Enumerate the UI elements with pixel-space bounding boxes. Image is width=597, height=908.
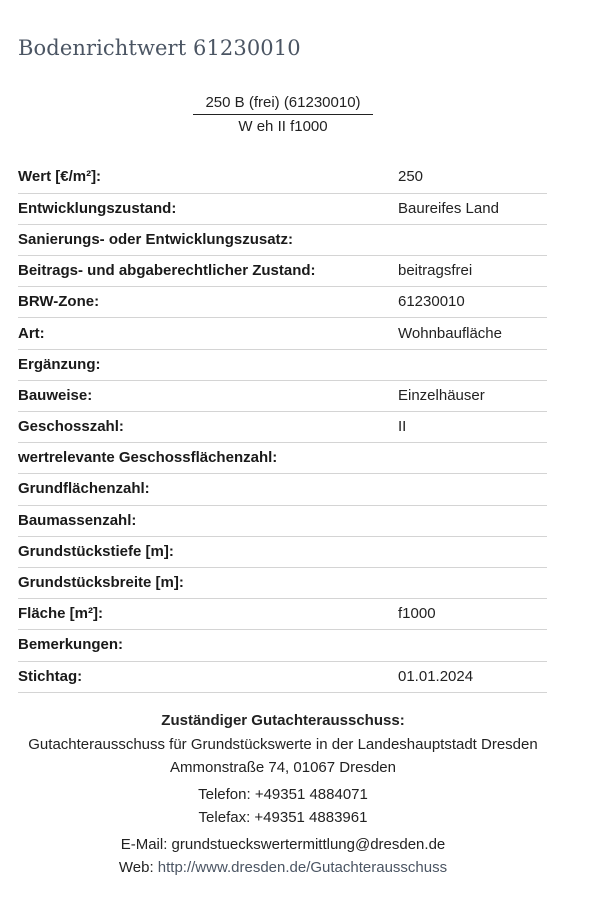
attribute-label: Geschosszahl: — [18, 412, 398, 443]
fraction-numerator: 250 B (frei) (61230010) — [193, 93, 373, 115]
committee-address: Ammonstraße 74, 01067 Dresden — [170, 759, 396, 776]
attribute-value: beitragsfrei — [398, 256, 547, 287]
committee-web — [0, 856, 566, 879]
attribute-value: 61230010 — [398, 287, 547, 318]
committee-email: E-Mail: grundstueckswertermittlung@dresden.de — [120, 836, 446, 853]
attribute-label: BRW-Zone: — [18, 287, 398, 318]
attribute-value: Einzelhäuser — [398, 380, 547, 411]
table-row — [18, 661, 547, 692]
committee-info — [0, 710, 566, 879]
committee-phone: Telefon: +49351 4884071 — [198, 786, 368, 803]
table-row — [18, 567, 547, 598]
attribute-value — [398, 349, 547, 380]
attribute-label: Stichtag: — [18, 661, 398, 692]
attribute-label: Entwicklungszustand: — [18, 193, 398, 224]
attribute-label: Bemerkungen: — [18, 630, 398, 661]
attribute-label: Bauweise: — [18, 380, 398, 411]
attribute-value: 01.01.2024 — [398, 661, 547, 692]
committee-heading: Zuständiger Gutachterausschuss: — [161, 712, 405, 729]
attribute-label: Wert [€/m²]: — [18, 162, 398, 193]
table-row — [18, 412, 547, 443]
table-row — [18, 474, 547, 505]
table-row — [18, 380, 547, 411]
attribute-value — [398, 224, 547, 255]
web-link[interactable]: http://www.dresden.de/Gutachterausschuss — [157, 859, 448, 876]
table-row — [18, 349, 547, 380]
table-row — [18, 193, 547, 224]
page-title: Bodenrichtwert 61230010 — [18, 36, 301, 60]
fraction-denominator: W eh II f1000 — [238, 118, 328, 135]
attribute-value — [398, 505, 547, 536]
table-row — [18, 287, 547, 318]
committee-fax: Telefax: +49351 4883961 — [198, 809, 368, 826]
table-row — [18, 505, 547, 536]
attribute-label: Grundflächenzahl: — [18, 474, 398, 505]
table-row — [18, 599, 547, 630]
attribute-label: Fläche [m²]: — [18, 599, 398, 630]
attribute-label: Grundstückstiefe [m]: — [18, 536, 398, 567]
attribute-value: 250 — [398, 162, 547, 193]
attribute-value: Wohnbaufläche — [398, 318, 547, 349]
table-row — [18, 443, 547, 474]
attribute-value — [398, 567, 547, 598]
attribute-label: Art: — [18, 318, 398, 349]
table-row — [18, 536, 547, 567]
committee-name: Gutachterausschuss für Grundstückswerte in der Landeshauptstadt Dresden — [28, 736, 538, 753]
attribute-value: II — [398, 412, 547, 443]
attribute-value — [398, 474, 547, 505]
attribute-label: Beitrags- und abgaberechtlicher Zustand: — [18, 256, 398, 287]
attribute-label: Baumassenzahl: — [18, 505, 398, 536]
attribute-value — [398, 630, 547, 661]
attributes-table — [18, 162, 547, 693]
table-row — [18, 256, 547, 287]
table-row — [18, 162, 547, 193]
table-row — [18, 630, 547, 661]
attribute-value — [398, 443, 547, 474]
attribute-value: f1000 — [398, 599, 547, 630]
attribute-label: wertrelevante Geschossflächenzahl: — [18, 443, 398, 474]
attribute-value: Baureifes Land — [398, 193, 547, 224]
web-prefix: Web: — [118, 859, 158, 876]
table-row — [18, 318, 547, 349]
attribute-label: Grundstücksbreite [m]: — [18, 567, 398, 598]
attribute-label: Sanierungs- oder Entwicklungszusatz: — [18, 224, 398, 255]
brw-fraction — [193, 93, 373, 136]
attribute-label: Ergänzung: — [18, 349, 398, 380]
attribute-value — [398, 536, 547, 567]
table-row — [18, 224, 547, 255]
